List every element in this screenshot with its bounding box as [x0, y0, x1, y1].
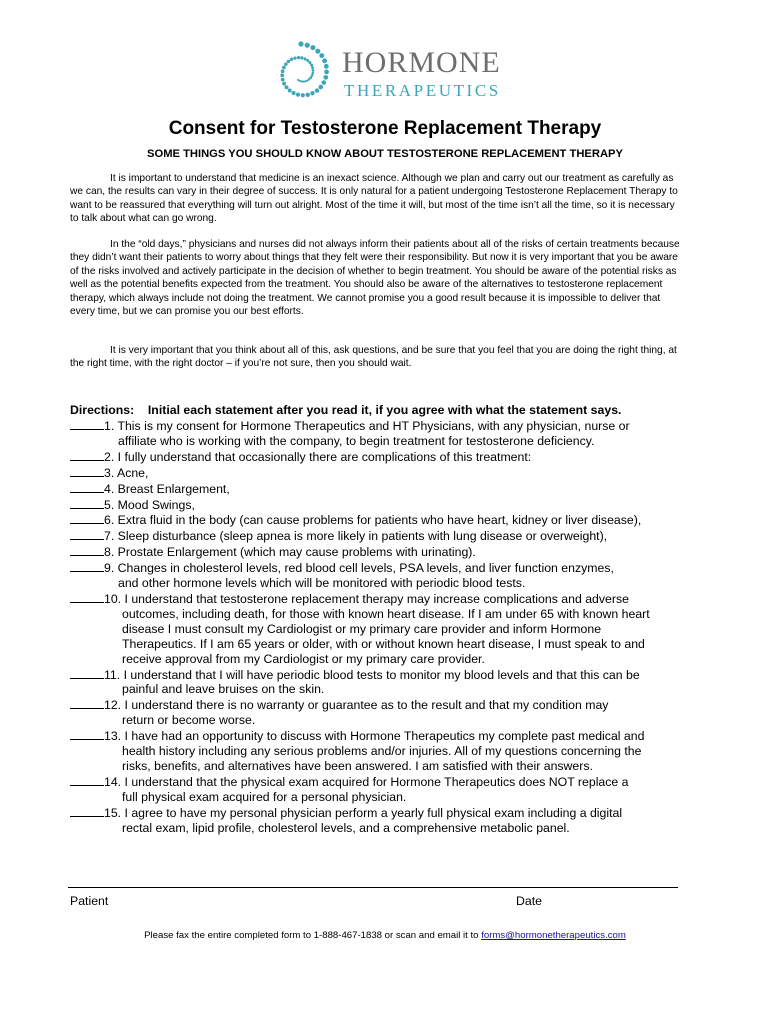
- initials-blank[interactable]: [70, 805, 104, 817]
- email-link[interactable]: forms@hormonetherapeutics.com: [481, 930, 626, 941]
- logo-dot: [324, 64, 329, 69]
- consent-item: [70, 418, 690, 434]
- date-label: Date: [516, 894, 542, 908]
- consent-item: [70, 544, 690, 560]
- consent-item-continuation: Therapeutics. If I am 65 years or older, with or without known heart disease, I must speak to and: [122, 636, 645, 651]
- directions-heading: Directions: Initial each statement after you read it, if you agree with what the statement says.: [70, 403, 622, 417]
- consent-item-continuation: receive approval from my Cardiologist or my primary care provider.: [122, 651, 485, 666]
- logo-dot: [315, 88, 319, 92]
- logo-dot: [319, 85, 324, 90]
- consent-item-continuation: disease I must consult my Cardiologist or my primary care provider and inform Hormone: [122, 621, 602, 636]
- consent-item: [70, 528, 690, 544]
- consent-item-text: 10. I understand that testosterone replacement therapy may increase complications and adverse: [104, 591, 629, 606]
- consent-item-text: 5. Mood Swings,: [104, 497, 195, 512]
- logo-dot: [324, 70, 329, 75]
- logo-dot: [288, 88, 292, 92]
- logo-dot: [311, 66, 314, 69]
- consent-item-text: 7. Sleep disturbance (sleep apnea is more likely in patients with lung disease or overweight),: [104, 529, 608, 544]
- logo-dot: [280, 73, 284, 77]
- logo-dot: [297, 56, 300, 59]
- intro-paragraph-3: It is very important that you think about all of this, ask questions, and be sure that you feel that you are doing the right thing, at the right time, with the right doctor – if you’re not sure, then you should wait.: [70, 345, 677, 370]
- initials-blank[interactable]: [70, 481, 104, 493]
- consent-item: [70, 667, 690, 683]
- logo-dot: [285, 85, 289, 89]
- initials-blank[interactable]: [70, 697, 104, 709]
- initials-blank[interactable]: [70, 465, 104, 477]
- initials-blank[interactable]: [70, 774, 104, 786]
- logo-dot: [303, 57, 306, 60]
- logo-dot: [298, 41, 303, 46]
- consent-item: [70, 497, 690, 513]
- consent-item-text: 3. Acne,: [104, 465, 149, 480]
- consent-item-text: 6. Extra fluid in the body (can cause problems for patients who have heart, kidney or liver disease),: [104, 513, 642, 528]
- logo-dot: [282, 82, 286, 86]
- initials-blank[interactable]: [70, 512, 104, 524]
- logo-dot: [310, 64, 313, 67]
- consent-item-text: 8. Prostate Enlargement (which may cause problems with urinating).: [104, 545, 476, 560]
- logo-dot: [323, 75, 328, 80]
- logo-wordmark-therapeutics: THERAPEUTICS: [344, 81, 501, 100]
- logo-dot: [287, 60, 290, 63]
- consent-item-continuation: health history including any serious problems and/or injuries. All of my questions concerning the: [122, 744, 642, 759]
- logo-dot: [306, 59, 309, 62]
- logo-dot: [302, 80, 304, 82]
- logo-dot: [284, 62, 288, 66]
- consent-item-text: 9. Changes in cholesterol levels, red blood cell levels, PSA levels, and liver function enzymes,: [104, 561, 614, 576]
- company-logo: [268, 40, 508, 106]
- logo-dot: [297, 79, 299, 81]
- logo-dot: [310, 91, 314, 95]
- logo-dot: [322, 80, 327, 85]
- logo-dot: [319, 53, 324, 58]
- initials-blank[interactable]: [70, 528, 104, 540]
- logo-dot: [301, 93, 305, 97]
- consent-item: [70, 449, 690, 465]
- logo-dot: [292, 91, 296, 95]
- consent-item-text: 1. This is my consent for Hormone Therapeutics and HT Physicians, with any physician, nurse or: [104, 419, 630, 433]
- logo-dot: [290, 58, 293, 61]
- consent-item-continuation: and other hormone levels which will be monitored with periodic blood tests.: [118, 576, 526, 591]
- consent-item-text: 4. Breast Enlargement,: [104, 481, 230, 496]
- consent-item: [70, 591, 690, 607]
- logo-dot: [304, 80, 306, 82]
- logo-dot: [281, 69, 285, 73]
- consent-item: [70, 805, 690, 821]
- consent-item-continuation: outcomes, including death, for those with known heart disease. If I am under 65 with known heart: [122, 606, 650, 621]
- page-title: Consent for Testosterone Replacement Therapy: [168, 118, 602, 139]
- logo-dot: [306, 93, 310, 97]
- logo-dot: [315, 49, 320, 54]
- initials-blank[interactable]: [70, 544, 104, 556]
- logo-dot: [296, 93, 300, 97]
- page-subtitle: SOME THINGS YOU SHOULD KNOW ABOUT TESTOSTERONE REPLACEMENT THERAPY: [147, 148, 623, 160]
- patient-label: Patient: [70, 894, 109, 908]
- initials-blank[interactable]: [70, 449, 104, 461]
- initials-blank[interactable]: [70, 591, 104, 603]
- consent-item: [70, 465, 690, 481]
- consent-item: [70, 728, 690, 744]
- consent-item: [70, 774, 690, 790]
- intro-paragraph-2: In the “old days,” physicians and nurses did not always inform their patients about all of the risks of certain treatments because they didn’t want their patients to worry about things that they felt were their responsibility. But now it is very important that you be aware of the risks involved and actively participate in the decision of whether to begin treatment. You should be aware of the potential risks as well as the potential benefits expected from the treatment. You should also be aware of the alternatives to testosterone replacement therapy, which always include not doing the treatment. We cannot promise you a good result because it is impossible to deliver that every time, but we can promise you our best efforts.: [70, 239, 680, 318]
- initials-blank[interactable]: [70, 667, 104, 679]
- logo-dot: [312, 69, 315, 72]
- logo-dot: [282, 66, 286, 70]
- consent-item-continuation: risks, benefits, and alternatives have been answered. I am satisfied with their answers.: [122, 758, 593, 773]
- logo-wordmark-hormone: HORMONE: [342, 46, 501, 79]
- consent-item-text: 14. I understand that the physical exam acquired for Hormone Therapeutics does NOT replace a: [104, 774, 629, 789]
- dotted-swirl-logo-icon: [268, 40, 334, 106]
- consent-item-continuation: rectal exam, lipid profile, cholesterol levels, and a comprehensive metabolic panel.: [122, 820, 570, 835]
- logo-dot: [322, 58, 327, 63]
- footer-instructions: [0, 930, 770, 941]
- consent-item: [70, 481, 690, 497]
- consent-item: [70, 512, 690, 528]
- initials-blank[interactable]: [70, 560, 104, 572]
- consent-item-continuation: painful and leave bruises on the skin.: [122, 682, 325, 697]
- consent-item-text: 13. I have had an opportunity to discuss with Hormone Therapeutics my complete past medical and: [104, 729, 645, 744]
- consent-item-text: 2. I fully understand that occasionally there are complications of this treatment:: [104, 449, 532, 464]
- initials-blank[interactable]: [70, 418, 104, 430]
- logo-dot: [300, 56, 303, 59]
- consent-item-text: 15. I agree to have my personal physician perform a yearly full physical exam including a digital: [104, 805, 623, 820]
- intro-paragraph-1: It is important to understand that medicine is an inexact science. Although we plan and carry out our treatment as carefully as we can, the results can vary in their degree of success. It is only natural for a patient undergoing Testosterone Replacement Therapy to want to be reassured that everything will turn out alright. Most of the time it will, but most of the time isn’t all the time, so it is necessary to talk about what can go wrong.: [70, 173, 678, 225]
- logo-dot: [305, 43, 310, 48]
- logo-dot: [310, 45, 315, 50]
- consent-item-text: 11. I understand that I will have periodic blood tests to monitor my blood levels and that this can be: [104, 667, 640, 682]
- signature-line[interactable]: [68, 887, 678, 888]
- consent-statement-list: [70, 418, 690, 835]
- logo-dot: [311, 72, 314, 75]
- logo-dot: [308, 61, 311, 64]
- consent-item-text: 12. I understand there is no warranty or guarantee as to the result and that my condition may: [104, 698, 609, 713]
- initials-blank[interactable]: [70, 728, 104, 740]
- consent-item: [70, 697, 690, 713]
- logo-dot: [281, 78, 285, 82]
- consent-item-continuation: return or become worse.: [122, 713, 256, 728]
- initials-blank[interactable]: [70, 497, 104, 509]
- consent-item-continuation: full physical exam acquired for a personal physician.: [122, 789, 407, 804]
- consent-item: [70, 560, 690, 576]
- footer-text: Please fax the entire completed form to 1-888-467-1838 or scan and email it to: [144, 930, 482, 941]
- logo-dot: [293, 56, 296, 59]
- consent-item-continuation: affiliate who is working with the company, to begin treatment for testosterone deficiency.: [118, 433, 595, 448]
